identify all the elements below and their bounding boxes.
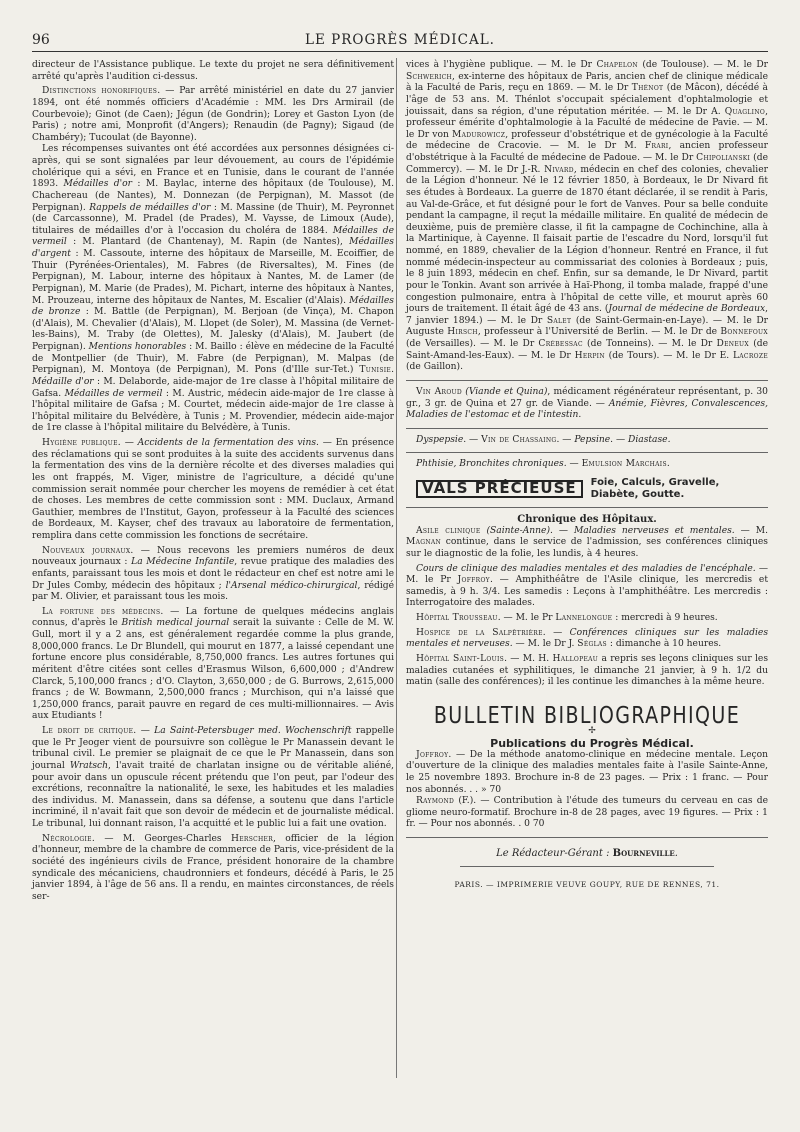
vals-text: Foie, Calculs, Gravelle, Diabète, Goutte. — [590, 477, 720, 500]
ad-vin-aroud: Vin Aroud (Viande et Quina), médicament régénérateur représentant, p. 30 gr., 3 gr. de Quina et 27 gr. de Viande. — Anémie, Fièvres, Convalescences, Maladies de l'estomac et de l'intestin. — [406, 386, 768, 421]
bibliography-raymond: Raymond (F.). — Contribution à l'étude des tumeurs du cerveau en cas de gliome neuro-formatif. Brochure in-8 de 28 pages, avec 19 figures. — Prix : 1 fr. — Pour nos abonnés. . 0 70 — [406, 796, 768, 830]
paragraph-critique: Le droit de critique. — La Saint-Petersbuger med. Wochenschrift rappelle que le Pr Jeoger vient de poursuivre son collègue le Pr Manassein devant le tribunal civil. Le premier se plaignait de ce que le Pr Manassein, dans son journal Wratsch, l'avait traité de charlatan insigne ou de véritable aliéné, pour avoir dans un opuscule récent prétendu que l'on peut, par l'odeur des excrétions, reconnaître la nationalité, le sexe, les habitudes et les maladies des individus. M. Manassein, dans sa défense, a soutenu que dans l'article incriminé, il n'avait fait que son devoir de médecin et de journaliste médical. Le tribunal, lui donnant raison, l'a acquitté et le public lui a fait une ovation. — [32, 726, 395, 829]
ad-dyspepsie: Dyspepsie. — Vin de Chassaing. — Pepsine. — Diastase. — [416, 434, 671, 445]
chronique-saint-louis: Hôpital Saint-Louis. — M. H. Hallopeau a repris ses leçons cliniques sur les maladies cutanées et syphilitiques, le dimanche 21 janvier, à 9 h. 1/2 du matin (salle des conférences); il les continue les dimanches à la même heure. — [406, 653, 769, 688]
divider — [406, 428, 768, 429]
paragraph-assistance: directeur de l'Assistance publique. Le texte du projet ne sera définitivement arrêté qu'après l'audition ci-dessus. — [32, 60, 394, 82]
paragraph-necrologie-cont: vices à l'hygiène publique. — M. le Dr Chapelon (de Toulouse). — M. le Dr Schwerich, ex-interne des hôpitaux de Paris, ancien chef de clinique médicale à la Faculté de Paris, reçu en 1869. — M. le Dr Thénot (de Mâcon), décédé à l'âge de 53 ans. M. Thénlot s'occupait spécialement d'ophtalmologie et jouissait, dans sa région, d'une réputation méritée. — M. le Dr A. Quaglino, professeur émérite d'ophtalmologie à la Faculté de médecine de Pavie. — M. le Dr von Madurowicz, professeur d'obstétrique et de gynécologie à la Faculté de médecine de Cracovie. — M. le Dr M. Frari, ancien professeur d'obstétrique à la Faculté de médecine de Padoue. — M. le Dr Chipolianski (de Commercy). — M. le Dr J.-R. Nivard, médecin en chef des colonies, chevalier de la Légion d'honneur. Né le 12 février 1850, à Bordeaux, le Dr Nivard fit ses études à Bordeaux. La guerre de 1870 étant déclarée, il se rendit à Paris, au Val-de-Grâce, et fut désigné pour le fort de Vanves. Pour sa belle conduite pendant la campagne, il reçut la médaille militaire. En qualité de médecin de deuxième, puis de première classe, il fit la campagne de Cochinchine, alla à la Martinique, à Cayenne. Il faisait partie de l'escadre du Nord, lorsqu'il fut nommé, en 1889, chevalier de la Légion d'honneur. Rentré en France, il fut nommé médecin-inspecteur au commissariat des colonies à Bordeaux ; puis, le 8 juin 1893, médecin en chef. Enfin, sur sa demande, le Dr Nivard, partit pour le Tonkin. Avant son arrivée à Haï-Phong, il tomba malade, frappé d'une congestion pulmonaire, entra à l'hôpital de cette ville, et mourut après 60 jours de traitement. Il était âgé de 43 ans. (Journal de médecine de Bordeaux, 7 janvier 1894.) — M. le Dr Salet (de Saint-Germain-en-Laye). — M. le Dr Auguste Hirsch, professeur à l'Université de Berlin. — M. le Dr de Bonnefoux (de Versailles). — M. le Dr Crébessac (de Tonneins). — M. le Dr Deneux (de Saint-Amand-les-Eaux). — M. le Dr Herpin (de Tours). — M. le Dr E. Lacroze (de Gaillon). — [406, 60, 769, 373]
paragraph-necrologie: Nécrologie. — M. Georges-Charles Herscher, officier de la légion d'honneur, membre de la chambre de commerce de Paris, vice-président de la société des ingénieurs civils de France, président honoraire de la chambre syndicale des mécaniciens, chaudronniers et fondeurs, décédé à Paris, le 25 janvier 1894, à l'âge de 56 ans. Il a rendu, en maintes circonstances, de réels ser- — [32, 833, 394, 902]
signature: Le Rédacteur-Gérant : Bourneville. — [496, 848, 678, 859]
imprint: PARIS. — IMPRIMERIE VEUVE GOUPY, RUE DE RENNES, 71. — [454, 879, 720, 889]
chronique-title: Chronique des Hôpitaux. — [517, 514, 657, 525]
divider — [460, 866, 713, 867]
chronique-trousseau: Hôpital Trousseau. — M. le Pr Lannelongue : mercredi à 9 heures. — [416, 613, 718, 623]
section-head: Le droit de critique. — [42, 726, 137, 736]
section-head: Nécrologie. — [42, 833, 96, 844]
divider — [406, 507, 768, 508]
divider — [406, 837, 768, 838]
ad-phthisie: Phthisie, Bronchites chroniques. — Emulsion Marchais. — [416, 459, 670, 470]
ornament: ✢ — [588, 726, 596, 737]
right-column — [406, 60, 768, 890]
header-rule — [32, 51, 768, 52]
divider — [406, 452, 768, 453]
divider — [406, 380, 768, 381]
section-head: Hygiène publique. — [42, 438, 121, 448]
publications-heading: Publications du Progrès Médical. — [490, 737, 694, 750]
price: 0 70 — [524, 819, 545, 830]
paragraph-journaux: Nouveaux journaux. — Nous recevons les premiers numéros de deux nouveaux journaux : La Médecine Infantile, revue pratique des maladies des enfants, paraissant tous les mois et dont le rédacteur en chef est notre ami le Dr Jules Comby, médecin des hôpitaux ; l'Arsenal médico-chirurgical, rédigé par M. Olivier, et paraissant tous les mois. — [32, 545, 395, 603]
price: » 70 — [480, 784, 502, 795]
chronique-salpetriere: Hospice de la Salpêtrière. — Conférences cliniques sur les maladies mentales et nerveuses. — M. le Dr J. Séglas : dimanche à 10 heures. — [406, 627, 768, 650]
paragraph-recompenses: Les récompenses suivantes ont été accordées aux personnes désignées ci-après, qui se sont signalées par leur dévouement, au cours de l'épidémie cholérique qui a sévi, en France et en Tunisie, dans le courant de l'année 1893. Médailles d'or : M. Baylac, interne des hôpitaux (de Toulouse), M. Chachereau (de Nantes), M. Donnezan (de Perpignan), M. Massot (de Perpignan). Rappels de médailles d'or : M. Massine (de Thuir), M. Peyronnet (de Carcassonne), M. Pradel (de Prades), M. Vaysse, de Limoux (Aude), titulaires de médailles d'or à l'occasion du choléra de 1884. Médailles de vermeil : M. Plantard (de Chantenay), M. Rapin (de Nantes), Médailles d'argent : M. Cassoute, interne des hôpitaux de Marseille, M. Ecoiffier, de Thuir (Pyrénées-Orientales), M. Fabres (de Riversaltes), M. Fines (de Perpignan), M. Labour, interne des hôpitaux à Nantes, M. de Lamer (de Perpignan), M. Marie (de Prades), M. Pichart, interne des hôpitaux à Nantes, M. Prouzeau, interne des hôpitaux de Nantes, M. Escalier (d'Alais). Médailles de bronze : M. Battle (de Perpignan), M. Berjoan (de Vinça), M. Chapon (d'Alais), M. Chevalier (d'Alais), M. Llopet (de Soler), M. Massina (de Vernet-les-Bains), M. Traby (de Olettes), M. Jalesky (d'Alais), M. Jaubert (de Perpignan). Mentions honorables : M. Baillo : élève en médecine de la Faculté de Montpellier (de Thuir), M. Fabre (de Perpignan), M. Malpas (de Perpignan), M. Montoya (de Perpignan), M. Pons (d'Ille sur-Tet.) Tunisie. Médaille d'or : M. Delaborde, aide-major de 1re classe à l'hôpital militaire de Gafsa. Médailles de vermeil : M. Austric, médecin aide-major de 1re classe à l'hôpital militaire de Gafsa ; M. Courtet, médecin aide-major de 1re classe à l'hôpital militaire du Belvédère, à Tunis ; M. Provendier, médecin aide-major de 1re classe à l'hôpital militaire du Belvédère, à Tunis. — [32, 144, 395, 434]
chronique-cours: Cours de clinique des maladies mentales et des maladies de l'encéphale. — M. le Pr Joffroy. — Amphithéâtre de l'Asile clinique, les mercredis et samedis, à 9 h. 3/4. Les samedis : Leçons à l'amphithéâtre. Les mercredis : Interrogatoire des malades. — [406, 563, 768, 609]
paragraph-fortune: La fortune des médecins. — La fortune de quelques médecins anglais connus, d'après le British medical journal serait la suivante : Celle de M. W. Gull, mort il y a 2 ans, est généralement regardée comme la plus grande, 8,000,000 francs. Le Dr Blundell, qui mourut en 1877, a laissé cependant une fortune encore plus considérable, 8,750,000 francs. Les autres fortunes qui méritent d'être citées sont celles d'Erasmus Wilson, 6,600,000 ; d'Andrew Clarck, 5,100,000 francs ; d'O. Clayton, 3,650,000 ; de G. Burrows, 2,615,000 francs ; de W. Bowmann, 2,500,000 francs ; Murchison, qui n'a laissé que 1,250,000 francs, parait pauvre en regard de ces multi-millionnaires. — Avis aux Etudiants ! — [32, 606, 395, 722]
page-number: 96 — [32, 32, 50, 48]
section-head: Nouveaux journaux. — [42, 545, 134, 556]
left-column — [32, 60, 394, 903]
paragraph-distinctions: Distinctions honorifiques. — Par arrêté ministériel en date du 27 janvier 1894, ont été nommés officiers d'Académie : MM. les Drs Armirail (de Courbevoie); Ginot (de Caen); Jégun (de Gondrin); Lorey et Gaston Lyon (de Paris) ; notre ami, Monprofit (d'Angers); Renaudin (de Pagny); Sigaud (de Chambéry); Tucoulat (de Bayonne). — [32, 86, 395, 143]
page-header — [32, 32, 768, 50]
section-head: Distinctions honorifiques. — [42, 86, 161, 97]
ad-vals-precieuse — [416, 477, 768, 501]
vals-logo: VALS PRÉCIEUSE — [416, 480, 583, 498]
chronique-asile: Asile clinique (Sainte-Anne). — Maladies nerveuses et mentales. — M. Magnan continue, dans le service de l'admission, ses conférences cliniques sur le diagnostic de la folie, les lundis, à 4 heures. — [406, 525, 768, 559]
section-head: La fortune des médecins. — [42, 606, 164, 617]
column-divider — [396, 58, 397, 1078]
paragraph-hygiene: Hygiène publique. — Accidents de la fermentation des vins. — En présence des réclamations qui se sont produites à la suite des accidents survenus dans la fermentation des vins de la dernière récolte et des diverses maladies qui les ont frappés, M. Viger, ministre de l'agriculture, a décidé qu'une commission serait nommée pour chercher les moyens de remédier à cet état de choses. Les membres de cette commission sont : MM. Duclaux, Armand Gauthier, membres de l'Institut, Gayon, professeur à la Faculté des sciences de Bordeaux, M. Kayser, chef des travaux au laboratoire de fermentation, remplira dans cette commission les fonctions de secrétaire. — [32, 438, 394, 541]
bibliography-joffroy: Joffroy. — De la méthode anatomo-clinique en médecine mentale. Leçon d'ouverture de la clinique des maladies mentales faite à l'asile Sainte-Anne, le 25 novembre 1893. Brochure in-8 de 23 pages. — Prix : 1 franc. — Pour nos abonnés. . . » 70 — [406, 749, 768, 795]
running-head: LE PROGRÈS MÉDICAL. — [305, 32, 495, 48]
bulletin-title: BULLETIN BIBLIOGRAPHIQUE — [433, 702, 741, 729]
